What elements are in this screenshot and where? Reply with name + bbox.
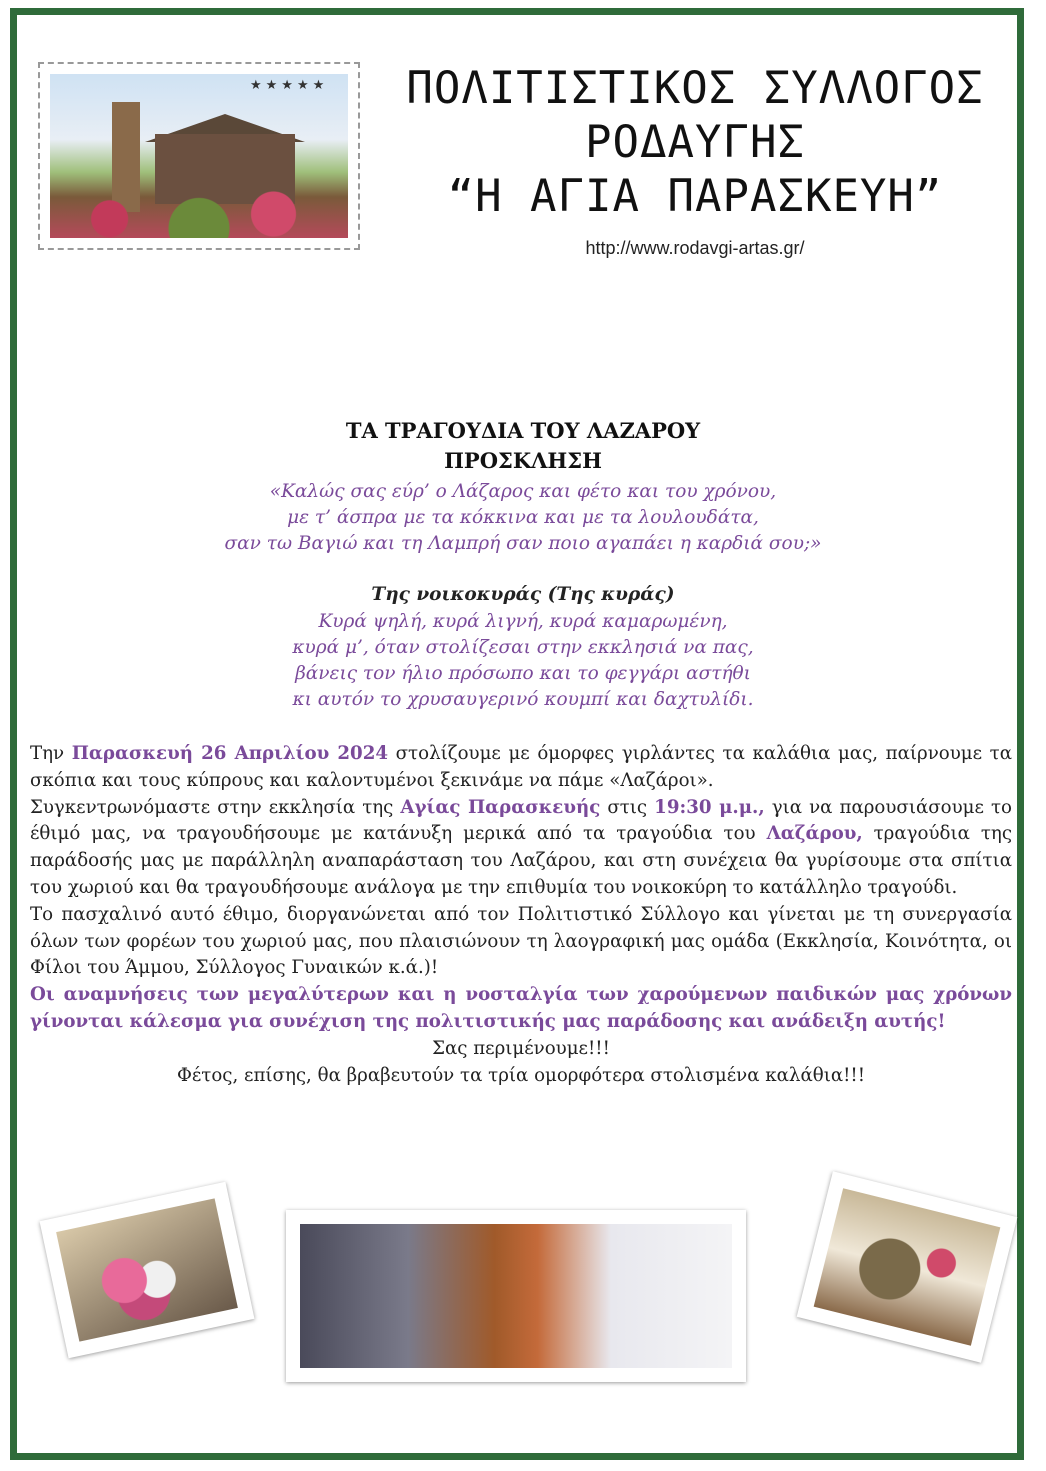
paragraph-5: Σας περιμένουμε!!!: [432, 1037, 610, 1059]
website-url[interactable]: http://www.rodavgi-artas.gr/: [585, 238, 805, 258]
church-stamp-image: [38, 62, 360, 250]
paragraph-4: Οι αναμνήσεις των μεγαλύτερων και η νοσταλγία των χαρούμενων παιδικών μας χρόνων γίνονται κάλεσμα για συνέχιση της πολιτιστικής μας παράδοσης και ανάδειξη αυτής!: [30, 984, 1012, 1032]
intro-poem: «Καλώς σας εύρ’ ο Λάζαρος και φέτο και του χρόνου, με τ’ άσπρα με τα κόκκινα και με τα λουλουδάτα, σαν τω Βαγιώ και τη Λαμπρή σαν ποιο αγαπάει η καρδιά σου;»: [224, 481, 822, 554]
paragraph-6: Φέτος, επίσης, θα βραβευτούν τα τρία ομορφότερα στολισμένα καλάθια!!!: [176, 1064, 866, 1086]
document-title: ΤΑ ΤΡΑΓΟΥΔΙΑ ΤΟΥ ΛΑΖΑΡΟΥ: [345, 418, 701, 443]
paragraph-1: Την Παρασκευή 26 Απριλίου 2024 στολίζουμε με όμορφες γιρλάντες τα καλάθια μας, παίρνουμε τα σκόπια και τους κύπρους και καλοντυμένοι ξεκινάμε να πάμε «Λαζάροι».: [30, 743, 1012, 791]
body-text: [30, 741, 1012, 1089]
song-title: Της νοικοκυράς (Της κυράς): [371, 584, 675, 605]
paragraph-2: Συγκεντρωνόμαστε στην εκκλησία της Αγίας Παρασκευής στις 19:30 μ.μ., για να παρουσιάσουμε το έθιμό μας, να τραγουδήσουμε με κατάνυξη μερικά από τα τραγούδια του Λαζάρου, τραγούδια της παράδοσής μας με παράλληλη αναπαράσταση του Λαζάρου, και στη συνέχεια θα γυρίσουμε στα σπίτια του χωριού και θα τραγουδήσουμε ανάλογα με την επιθυμία του νοικοκύρη το κατάλληλο τραγούδι.: [30, 796, 1013, 898]
blurred-lazarus-photo: [286, 1210, 746, 1382]
document-subtitle: ΠΡΟΣΚΛΗΣΗ: [444, 448, 602, 473]
paragraph-3: Το πασχαλινό αυτό έθιμο, διοργανώνεται από τον Πολιτιστικό Σύλλογο και γίνεται με τη συνεργασία όλων των φορέων του χωριού μας, που πλαισιώνουν τη λαογραφική μας ομάδα (Εκκλησία, Κοινότητα, οι Φίλοι του Άμμου, Σύλλογος Γυναικών κ.ά.)!: [30, 903, 1012, 979]
song-lyrics: Κυρά ψηλή, κυρά λιγνή, κυρά καμαρωμένη, κυρά μ’, όταν στολίζεσαι στην εκκλησιά να πας, βάνεις τον ήλιο πρόσωπο και το φεγγάρι αστήθι κι αυτόν το χρυσαυγερινό κουμπί και δαχτυλίδι.: [292, 611, 754, 710]
organization-name: ΠΟΛΙΤΙΣΤΙΚΟΣ ΣΥΛΛΟΓΟΣ ΡΟΔΑΥΓΗΣ “Η ΑΓΙΑ ΠΑΡΑΣΚΕΥΗ”: [406, 63, 984, 222]
stars-decoration: ★★★★★: [250, 78, 329, 93]
